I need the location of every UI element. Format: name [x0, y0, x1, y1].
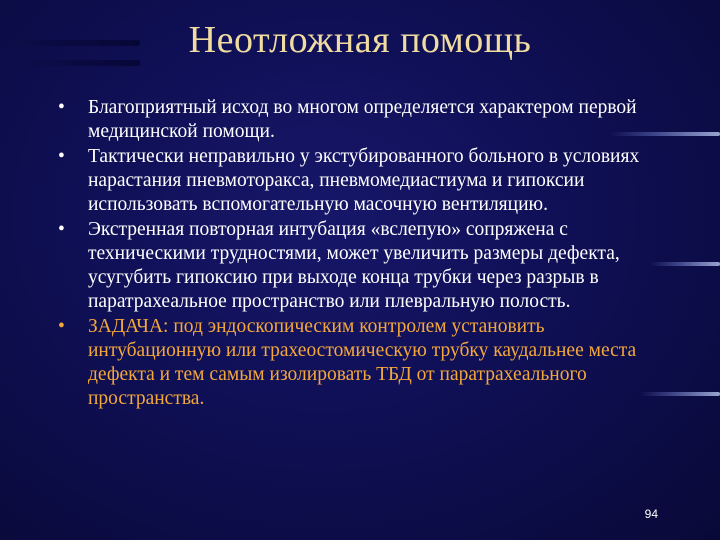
bullet-icon: •: [58, 97, 65, 118]
bullet-icon: •: [58, 146, 65, 167]
bullet-item: [58, 145, 678, 217]
page-number: 94: [644, 507, 658, 521]
bullet-icon: •: [58, 219, 65, 240]
bullet-text: Благоприятный исход во многом определяется характером первой медицинской помощи.: [88, 97, 637, 142]
bullet-text: Экстренная повторная интубация «вслепую» сопряжена с техническими трудностями, может увеличить размеры дефекта, усугубить гипоксию при выходе конца трубки через разрыв в паратрахеальное пространство или плевральную полость.: [88, 219, 620, 312]
bullet-item: [58, 218, 678, 314]
bullet-list: [58, 96, 678, 412]
slide-title: Неотложная помощь: [188, 19, 532, 61]
bullet-icon: •: [58, 316, 65, 337]
bullet-text: ЗАДАЧА: под эндоскопическим контролем установить интубационную или трахеостомическую трубку каудальнее места дефекта и тем самым изолировать ТБД от паратрахеального пространства.: [88, 316, 637, 409]
bullet-item-task: [58, 315, 678, 411]
bullet-item: [58, 96, 678, 144]
bullet-text: Тактически неправильно у экстубированного больного в условиях нарастания пневмоторакса, пневмомедиастиума и гипоксии использовать вспомогательную масочную вентиляцию.: [88, 146, 640, 215]
